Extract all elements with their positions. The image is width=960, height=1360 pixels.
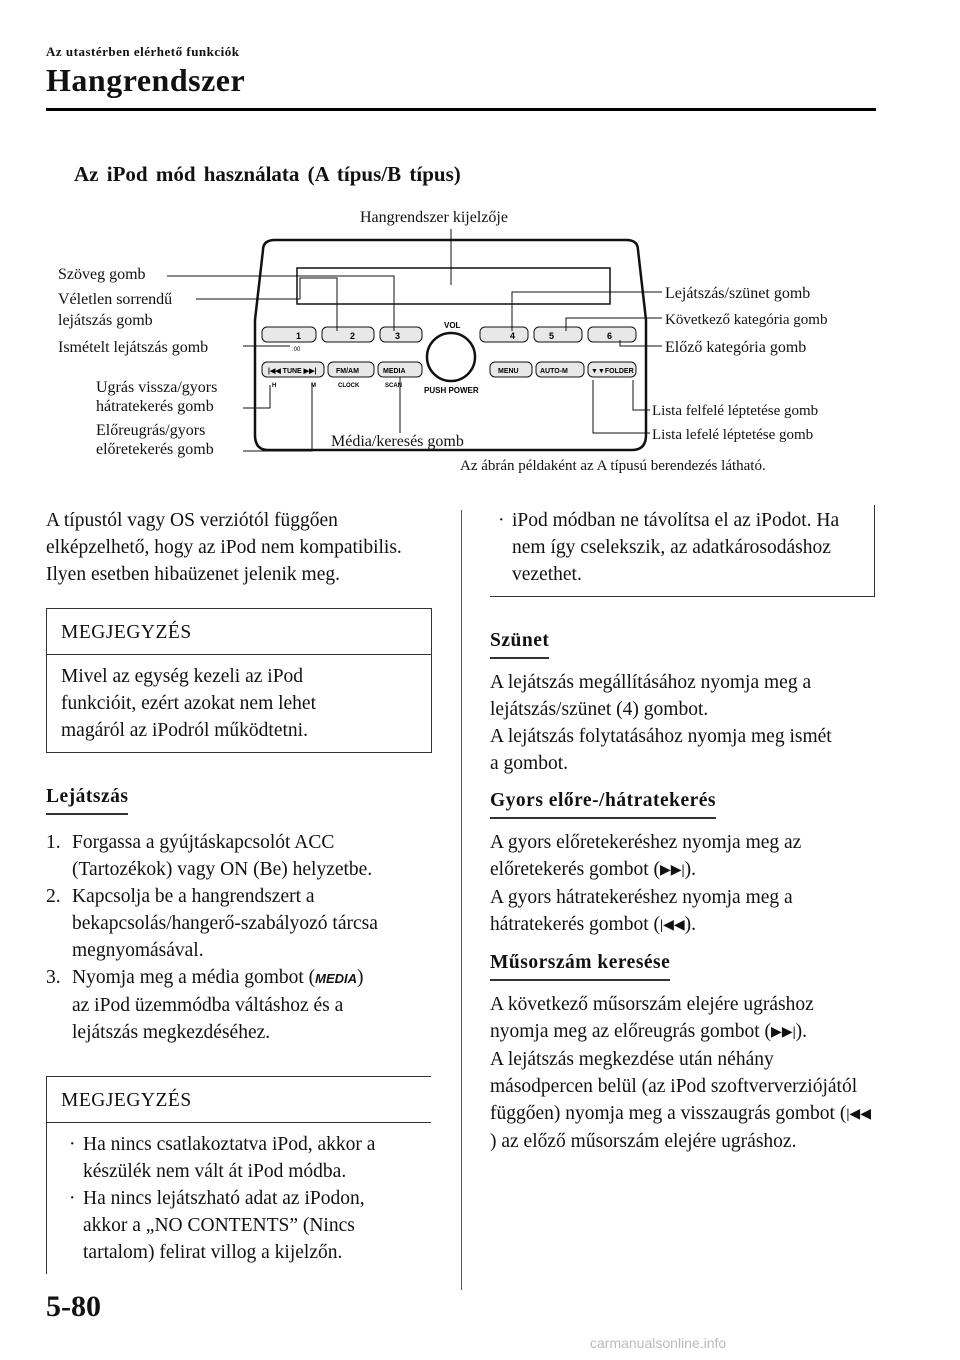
step-3 bbox=[46, 964, 436, 1046]
subsection-title: Az iPod mód használata (A típus/B típus) bbox=[74, 162, 461, 186]
label-text-button: Szöveg gomb bbox=[58, 266, 146, 283]
fmam-label: FM/AM bbox=[336, 368, 359, 375]
autom-label: AUTO-M bbox=[540, 368, 568, 375]
left-column bbox=[46, 507, 436, 1274]
note-2-heading: MEGJEGYZÉS bbox=[47, 1077, 431, 1123]
media-icon: MEDIA bbox=[315, 971, 358, 987]
label-skip-back-1: Ugrás vissza/gyors bbox=[96, 379, 218, 396]
page-number: 5-80 bbox=[46, 1290, 101, 1323]
step-1-line-1: Forgassa a gyújtáskapcsolót ACC bbox=[72, 832, 335, 853]
label-next-category: Következő kategória gomb bbox=[665, 312, 828, 328]
h-label: H bbox=[272, 383, 277, 389]
intro-paragraph: A típustól vagy OS verziótól függően elképzelhető, hogy az iPod nem kompatibilis. Ilyen esetben hibaüzenet jelenik meg. bbox=[46, 510, 402, 585]
step-3-line-3: lejátszás megkezdéséhez. bbox=[72, 1022, 271, 1044]
ff-para-2: A gyors hátratekeréshez nyomja meg a hátratekerés gombot (|◀◀). bbox=[490, 884, 850, 939]
note-1-body: Mivel az egység kezeli az iPod funkcióit, ezért azokat nem lehet magáról az iPodról működtetni. bbox=[61, 666, 317, 741]
scan-label: SCAN bbox=[385, 383, 403, 389]
btn-6-label: 6 bbox=[607, 331, 613, 341]
btn-2-label: 2 bbox=[350, 331, 356, 341]
volume-knob bbox=[427, 333, 475, 381]
display-screen bbox=[297, 268, 610, 304]
btn-4 bbox=[480, 327, 528, 342]
label-random-2: lejátszás gomb bbox=[58, 312, 153, 329]
step-3-num: 3. bbox=[46, 967, 61, 988]
folder-label: ▼▼FOLDER bbox=[591, 368, 634, 375]
label-prev-category: Előző kategória gomb bbox=[665, 339, 807, 356]
media-label: MEDIA bbox=[383, 368, 406, 375]
step-2-line-3: megnyomásával. bbox=[72, 940, 204, 961]
label-skip-back-2: hátratekerés gomb bbox=[96, 398, 214, 415]
pause-para-2: A lejátszás folytatásához nyomja meg ismét a gombot. bbox=[490, 726, 832, 774]
menu-label: MENU bbox=[498, 368, 519, 375]
heading-pause: Szünet bbox=[490, 627, 549, 659]
label-repeat: Ismételt lejátszás gomb bbox=[58, 339, 209, 356]
label-list-up: Lista felfelé léptetése gomb bbox=[652, 403, 819, 419]
note-2-item-2: · Ha nincs lejátszható adat az iPodon, akkor a „NO CONTENTS” (Nincs tartalom) felirat villog a kijelzőn. bbox=[69, 1188, 365, 1264]
btn-3-label: 3 bbox=[395, 331, 401, 341]
step-2 bbox=[46, 883, 436, 964]
section-label: Az utastérben elérhető funkciók bbox=[46, 44, 240, 59]
btn-5 bbox=[534, 327, 582, 342]
skip-forward-icon: ▶▶| bbox=[771, 1025, 796, 1041]
note-1-heading: MEGJEGYZÉS bbox=[47, 609, 431, 655]
note-box-2 bbox=[46, 1076, 431, 1274]
btn-1-label: 1 bbox=[296, 331, 302, 341]
page-title: Hangrendszer bbox=[46, 62, 246, 98]
watermark: carmanualsonline.info bbox=[590, 1335, 727, 1351]
m-label: M bbox=[311, 383, 316, 389]
step-2-line-1: Kapcsolja be a hangrendszert a bbox=[72, 886, 315, 907]
ff-para-1: A gyors előretekeréshez nyomja meg az előretekerés gombot (▶▶|). bbox=[490, 829, 850, 884]
search-para-1: A következő műsorszám elejére ugráshoz nyomja meg az előreugrás gombot (▶▶|). bbox=[490, 991, 875, 1046]
column-divider bbox=[461, 510, 462, 1290]
label-skip-fwd-2: előretekerés gomb bbox=[96, 441, 214, 458]
label-random-1: Véletlen sorrendű bbox=[58, 291, 173, 308]
tune-label: |◀◀ TUNE ▶▶| bbox=[268, 368, 317, 375]
note-2-body bbox=[47, 1123, 415, 1274]
note-3-item: · iPod módban ne távolítsa el az iPodot. Ha nem így cselekszik, az adatkárosodáshoz vezethet. bbox=[498, 510, 840, 585]
heading-track-search: Műsorszám keresése bbox=[490, 949, 670, 981]
pause-para-1: A lejátszás megállításához nyomja meg a lejátszás/szünet (4) gombot. bbox=[490, 672, 812, 720]
label-list-down: Lista lefelé léptetése gomb bbox=[652, 427, 814, 443]
vol-label: VOL bbox=[444, 321, 461, 330]
step-1-line-2: (Tartozékok) vagy ON (Be) helyzetbe. bbox=[72, 859, 373, 880]
diagram-caption: Az ábrán példaként az A típusú berendezés látható. bbox=[460, 458, 766, 474]
note-box-3 bbox=[490, 505, 875, 597]
label-media-search: Média/keresés gomb bbox=[331, 433, 464, 450]
btn-5-label: 5 bbox=[549, 331, 555, 341]
steps-list bbox=[46, 829, 436, 1046]
label-display: Hangrendszer kijelzője bbox=[360, 209, 508, 226]
heading-fast-forward: Gyors előre-/hátratekerés bbox=[490, 787, 716, 819]
push-power-label: PUSH POWER bbox=[424, 386, 479, 395]
step-2-line-2: bekapcsolás/hangerő-szabályozó tárcsa bbox=[72, 913, 378, 934]
btn-4-label: 4 bbox=[510, 331, 516, 341]
heading-playback-wrap bbox=[46, 783, 436, 815]
search-para-2: A lejátszás megkezdése után néhány másodpercen belül (az iPod szoftververziójától függően) nyomja meg a visszaugrás gombot (|◀◀) az előző műsorszám elejére ugráshoz. bbox=[490, 1049, 871, 1153]
rewind-icon: |◀◀ bbox=[660, 918, 685, 934]
step-1-num: 1. bbox=[46, 832, 61, 853]
note-box-1 bbox=[46, 608, 432, 753]
btn-3 bbox=[380, 327, 422, 342]
audio-unit-diagram bbox=[0, 200, 960, 500]
heading-pause-wrap bbox=[490, 627, 880, 659]
label-play-pause: Lejátszás/szünet gomb bbox=[665, 285, 811, 302]
btn-1 bbox=[262, 327, 316, 342]
note-2-item-1: · Ha nincs csatlakoztatva iPod, akkor a készülék nem vált át iPod módba. bbox=[69, 1134, 376, 1183]
heading-ff-wrap bbox=[490, 787, 880, 819]
clock-label: CLOCK bbox=[338, 383, 360, 389]
step-2-num: 2. bbox=[46, 886, 61, 907]
heading-playback: Lejátszás bbox=[46, 783, 128, 815]
step-3-line-2: az iPod üzemmódba váltáshoz és a bbox=[72, 995, 344, 1017]
label-skip-fwd-1: Előreugrás/gyors bbox=[96, 422, 206, 439]
skip-back-icon: |◀◀ bbox=[846, 1107, 871, 1123]
btn-2 bbox=[322, 327, 374, 342]
zero-label: :00 bbox=[292, 347, 301, 353]
heading-search-wrap bbox=[490, 949, 880, 981]
title-rule bbox=[46, 108, 876, 111]
right-column bbox=[490, 505, 880, 1155]
step-3-line-1: Nyomja meg a média gombot (MEDIA) bbox=[72, 964, 436, 992]
step-1 bbox=[46, 829, 436, 883]
fast-forward-icon: ▶▶| bbox=[660, 863, 685, 879]
